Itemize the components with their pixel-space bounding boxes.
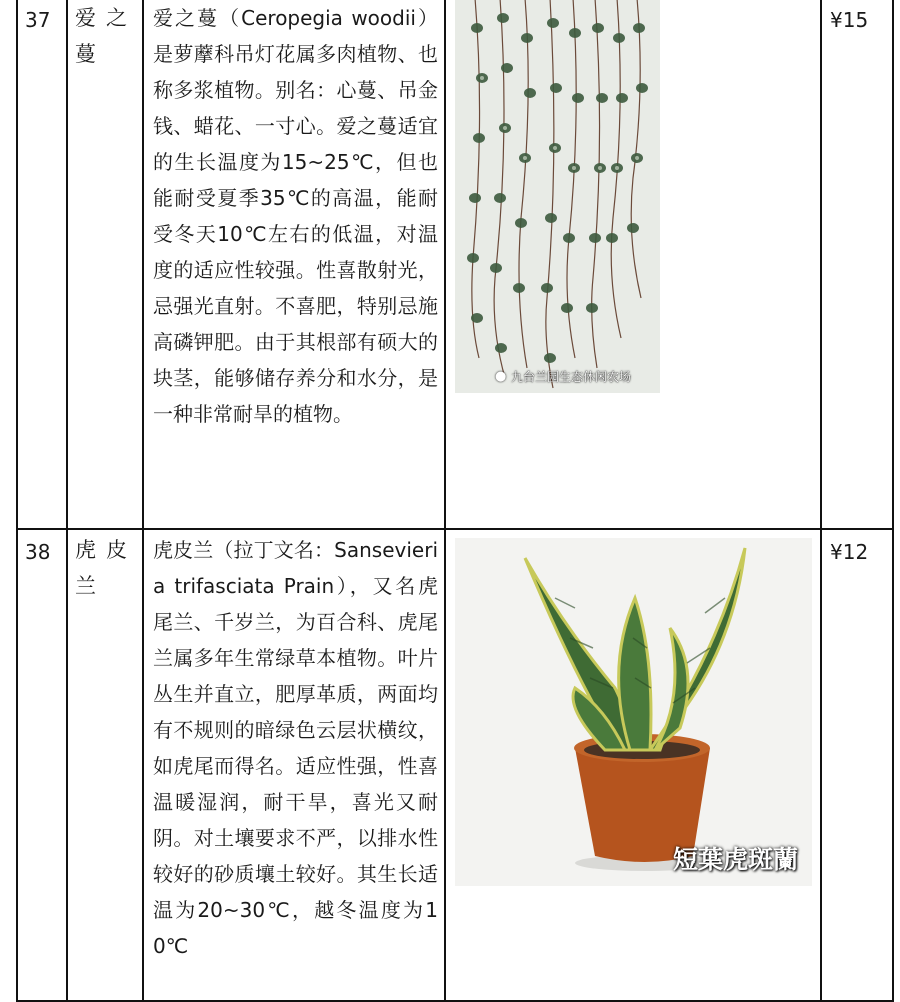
plant-description: 爱之蔓（Ceropegia woodii）是萝藦科吊灯花属多肉植物、也称多浆植物。别名：心蔓、吊金钱、蜡花、一寸心。爱之蔓适宜的生长温度为15~25℃，但也能耐受夏季35℃的高温，能耐受冬天10℃左右的低温，对温度的适应性较强。性喜散射光，忌强光直射。不喜肥，特别忌施高磷钾肥。由于其根部有硕大的块茎，能够储存养分和水分，是一种非常耐旱的植物。 [153,6,438,426]
plant-catalog-table [16,0,894,1002]
row-number: 37 [25,8,51,32]
snake-plant-illustration [455,538,812,886]
price: ¥12 [830,540,869,564]
hanging-vine-illustration [455,0,660,393]
plant-photo-sansevieria [455,538,812,886]
price: ¥15 [830,8,869,32]
photo-watermark: 短葉虎斑蘭 [672,845,798,874]
row-number: 38 [25,540,51,564]
wechat-icon: ● [495,369,507,384]
plant-photo-ceropegia [455,0,660,393]
table-row [17,0,893,529]
table-row [17,529,893,1001]
plant-description: 虎皮兰（拉丁文名：Sansevieria trifasciata Prain），又名虎尾兰、千岁兰，为百合科、虎尾兰属多年生常绿草本植物。叶片丛生并直立，肥厚革质，两面均有不规则的暗绿色云层状横纹，如虎尾而得名。适应性强，性喜温暖湿润，耐干旱，喜光又耐阴。对土壤要求不严，以排水性较好的砂质壤土较好。其生长适温为20~30℃，越冬温度为10℃ [153,538,438,958]
plant-name: 虎皮兰 [75,538,137,598]
plant-name: 爱之蔓 [75,6,137,66]
photo-watermark: 九台兰园生态休闲农场 [511,370,632,384]
